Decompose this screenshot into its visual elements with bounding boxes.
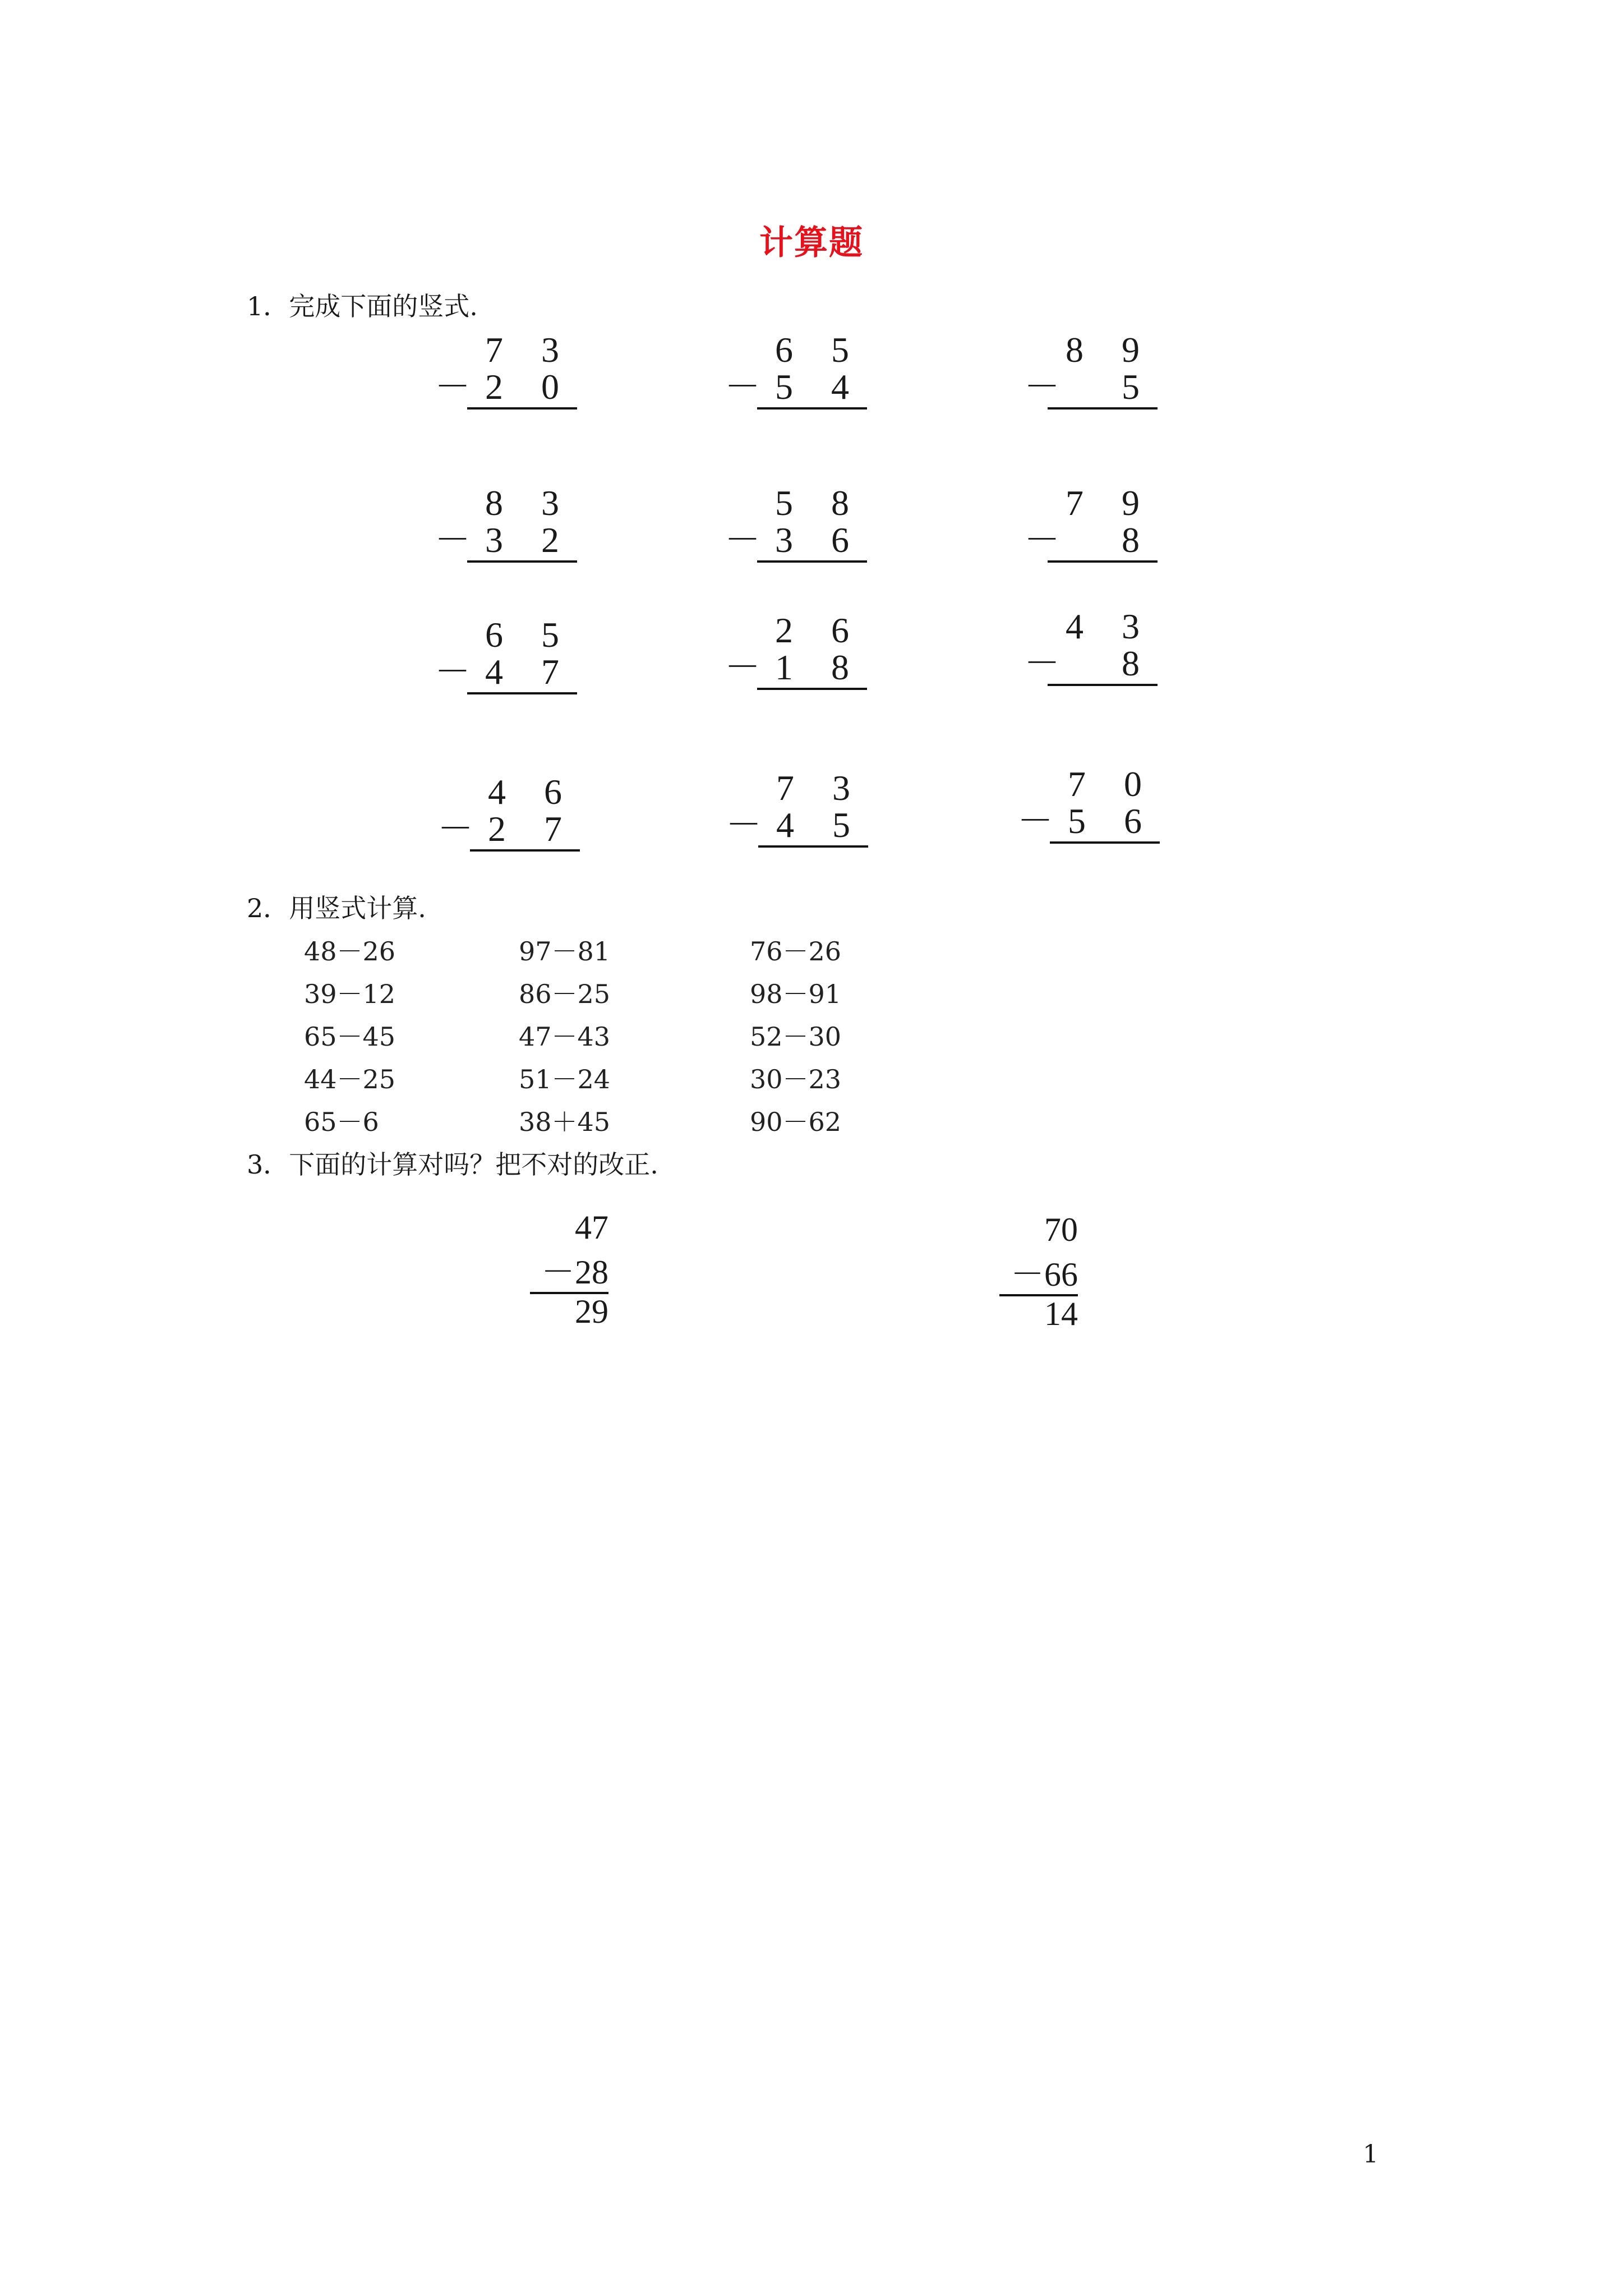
page-number: 1 bbox=[1363, 2140, 1378, 2169]
question-1-heading: 1．完成下面的竖式. bbox=[247, 291, 478, 321]
minuend: 4 3 bbox=[1066, 606, 1154, 646]
minuend: 47 bbox=[575, 1209, 608, 1246]
answer-line bbox=[757, 688, 867, 690]
answer-line bbox=[757, 560, 867, 563]
vertical-problem bbox=[435, 330, 579, 411]
subtrahend: －2 0 bbox=[435, 367, 574, 407]
minuend: 5 8 bbox=[775, 483, 864, 523]
answer-line bbox=[470, 849, 580, 852]
expression: 48－26 bbox=[304, 936, 396, 967]
expression: 86－25 bbox=[519, 979, 611, 1009]
page-title: 计算题 bbox=[759, 223, 864, 263]
minuend: 4 6 bbox=[488, 772, 577, 812]
expression: 44－25 bbox=[304, 1064, 396, 1094]
expression: 30－23 bbox=[750, 1064, 842, 1094]
vertical-problem bbox=[725, 483, 869, 564]
answer-line bbox=[1048, 684, 1158, 686]
expression: 65－6 bbox=[304, 1107, 379, 1137]
subtrahend: －66 bbox=[1011, 1256, 1078, 1293]
vertical-problem bbox=[437, 772, 582, 853]
expression: 76－26 bbox=[750, 936, 842, 967]
answer-line bbox=[467, 560, 577, 563]
subtrahend: －1 8 bbox=[725, 647, 864, 687]
subtrahend: －2 7 bbox=[437, 809, 577, 849]
minuend: 8 9 bbox=[1066, 330, 1154, 370]
expression: 98－91 bbox=[750, 979, 842, 1009]
subtrahend: －5 6 bbox=[1017, 801, 1156, 841]
expression: 51－24 bbox=[519, 1064, 611, 1094]
vertical-problem bbox=[725, 610, 869, 691]
question-2-heading: 2．用竖式计算. bbox=[247, 893, 426, 923]
expression: 39－12 bbox=[304, 979, 396, 1009]
minuend: 6 5 bbox=[485, 615, 574, 655]
subtrahend: －4 5 bbox=[726, 805, 865, 845]
expression: 47－43 bbox=[519, 1022, 611, 1052]
minuend: 2 6 bbox=[775, 610, 864, 650]
expression: 65－45 bbox=[304, 1022, 396, 1052]
expression: 90－62 bbox=[750, 1107, 842, 1137]
subtrahend: －3 6 bbox=[725, 520, 864, 560]
given-result: 14 bbox=[1044, 1295, 1078, 1332]
subtrahend: －4 7 bbox=[435, 652, 574, 692]
answer-line bbox=[1048, 560, 1158, 563]
answer-line bbox=[757, 407, 867, 409]
subtrahend: － 8 bbox=[1024, 643, 1154, 683]
vertical-problem bbox=[1024, 330, 1160, 411]
vertical-problem bbox=[1024, 606, 1160, 687]
minuend: 6 5 bbox=[775, 330, 864, 370]
answer-line bbox=[1048, 407, 1158, 409]
subtrahend: － 8 bbox=[1024, 520, 1154, 560]
expression: 97－81 bbox=[519, 936, 611, 967]
subtrahend: －28 bbox=[541, 1254, 608, 1291]
minuend: 8 3 bbox=[485, 483, 574, 523]
question-3-heading: 3．下面的计算对吗？把不对的改正. bbox=[247, 1149, 658, 1180]
answer-line bbox=[1050, 841, 1160, 844]
minuend: 7 3 bbox=[776, 768, 865, 808]
check-calculation bbox=[530, 1211, 608, 1328]
expression: 38＋45 bbox=[519, 1107, 611, 1137]
vertical-problem bbox=[435, 483, 579, 564]
minuend: 7 9 bbox=[1066, 483, 1154, 523]
subtrahend: －3 2 bbox=[435, 520, 574, 560]
expression: 52－30 bbox=[750, 1022, 842, 1052]
vertical-problem bbox=[1024, 483, 1160, 564]
subtrahend: －5 4 bbox=[725, 367, 864, 407]
answer-line bbox=[467, 692, 577, 694]
vertical-problem bbox=[725, 330, 869, 411]
minuend: 7 3 bbox=[485, 330, 574, 370]
minuend: 70 bbox=[1044, 1211, 1078, 1248]
answer-line bbox=[758, 845, 868, 848]
vertical-problem bbox=[1017, 764, 1162, 845]
minuend: 7 0 bbox=[1068, 764, 1156, 804]
check-calculation bbox=[999, 1213, 1078, 1331]
answer-line bbox=[467, 407, 577, 409]
given-result: 29 bbox=[575, 1293, 608, 1330]
subtrahend: － 5 bbox=[1024, 367, 1154, 407]
vertical-problem bbox=[726, 768, 870, 849]
vertical-problem bbox=[435, 615, 579, 696]
